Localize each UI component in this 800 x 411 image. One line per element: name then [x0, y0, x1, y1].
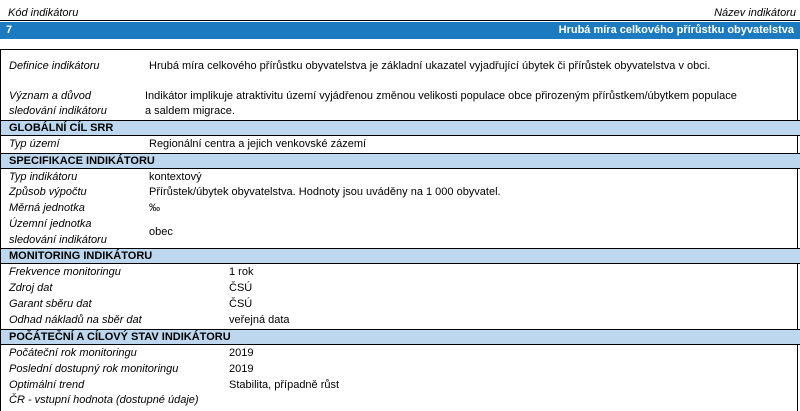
data-source-value: ČSÚ	[229, 282, 253, 294]
area-type-value: Regionální centra a jejich venkovské zázemí	[149, 138, 367, 150]
indicator-type-value: kontextový	[149, 171, 202, 183]
unit-label: Měrná jednotka	[9, 202, 85, 214]
cr-input-value-label: ČR - vstupní hodnota (dostupné údaje)	[9, 394, 199, 406]
meaning-value-line1: Indikátor implikuje atraktivitu území vyjádřenou změnou velikosti populace obce přirozeným přírůstkem/úbytkem populace	[145, 90, 737, 102]
frequency-value: 1 rok	[229, 266, 254, 278]
indicator-title-bar	[0, 22, 800, 39]
area-type-label: Typ území	[9, 138, 60, 150]
start-year-label: Počáteční rok monitoringu	[9, 347, 137, 359]
meaning-label-line2: sledování indikátoru	[9, 105, 107, 117]
definition-label: Definice indikátoru	[9, 60, 100, 72]
section-global-goal: GLOBÁLNÍ CÍL SRR	[1, 120, 800, 136]
definition-value: Hrubá míra celkového přírůstku obyvatelstva je základní ukazatel vyjadřující úbytek či přírůstek obyvatelstva v obci.	[149, 60, 711, 72]
optimal-trend-value: Stabilita, případně růst	[229, 379, 340, 391]
indicator-type-label: Typ indikátoru	[9, 171, 78, 183]
name-column-label: Název indikátoru	[714, 7, 796, 19]
last-year-value: 2019	[229, 363, 254, 375]
indicator-name: Hrubá míra celkového přírůstku obyvatelstva	[558, 24, 794, 36]
cost-estimate-value: veřejná data	[229, 314, 290, 326]
data-source-label: Zdroj dat	[9, 282, 53, 294]
section-initial-target-state: POČÁTEČNÍ A CÍLOVÝ STAV INDIKÁTORU	[1, 329, 800, 345]
cost-estimate-label: Odhad nákladů na sběr dat	[9, 314, 142, 326]
section-monitoring: MONITORING INDIKÁTORU	[1, 248, 800, 264]
section-specification: SPECIFIKACE INDIKÁTORU	[1, 153, 800, 169]
indicator-code: 7	[6, 24, 13, 36]
last-year-label: Poslední dostupný rok monitoringu	[9, 363, 179, 375]
meaning-label-line1: Význam a důvod	[9, 90, 91, 102]
start-year-value: 2019	[229, 347, 254, 359]
method-label: Způsob výpočtu	[9, 186, 87, 198]
territorial-unit-label-line1: Územní jednotka	[9, 218, 92, 230]
territorial-unit-label-line2: sledování indikátoru	[9, 234, 107, 246]
guarantor-value: ČSÚ	[229, 298, 253, 310]
frequency-label: Frekvence monitoringu	[9, 266, 121, 278]
unit-value: ‰	[149, 202, 160, 214]
method-value: Přírůstek/úbytek obyvatelstva. Hodnoty jsou uváděny na 1 000 obyvatel.	[149, 186, 501, 198]
indicator-detail-table	[0, 49, 798, 411]
indicator-header-labels	[0, 6, 800, 21]
code-column-label: Kód indikátoru	[8, 7, 79, 19]
territorial-unit-value: obec	[149, 226, 173, 238]
meaning-value-line2: a saldem migrace.	[145, 105, 235, 117]
optimal-trend-label: Optimální trend	[9, 379, 85, 391]
guarantor-label: Garant sběru dat	[9, 298, 92, 310]
